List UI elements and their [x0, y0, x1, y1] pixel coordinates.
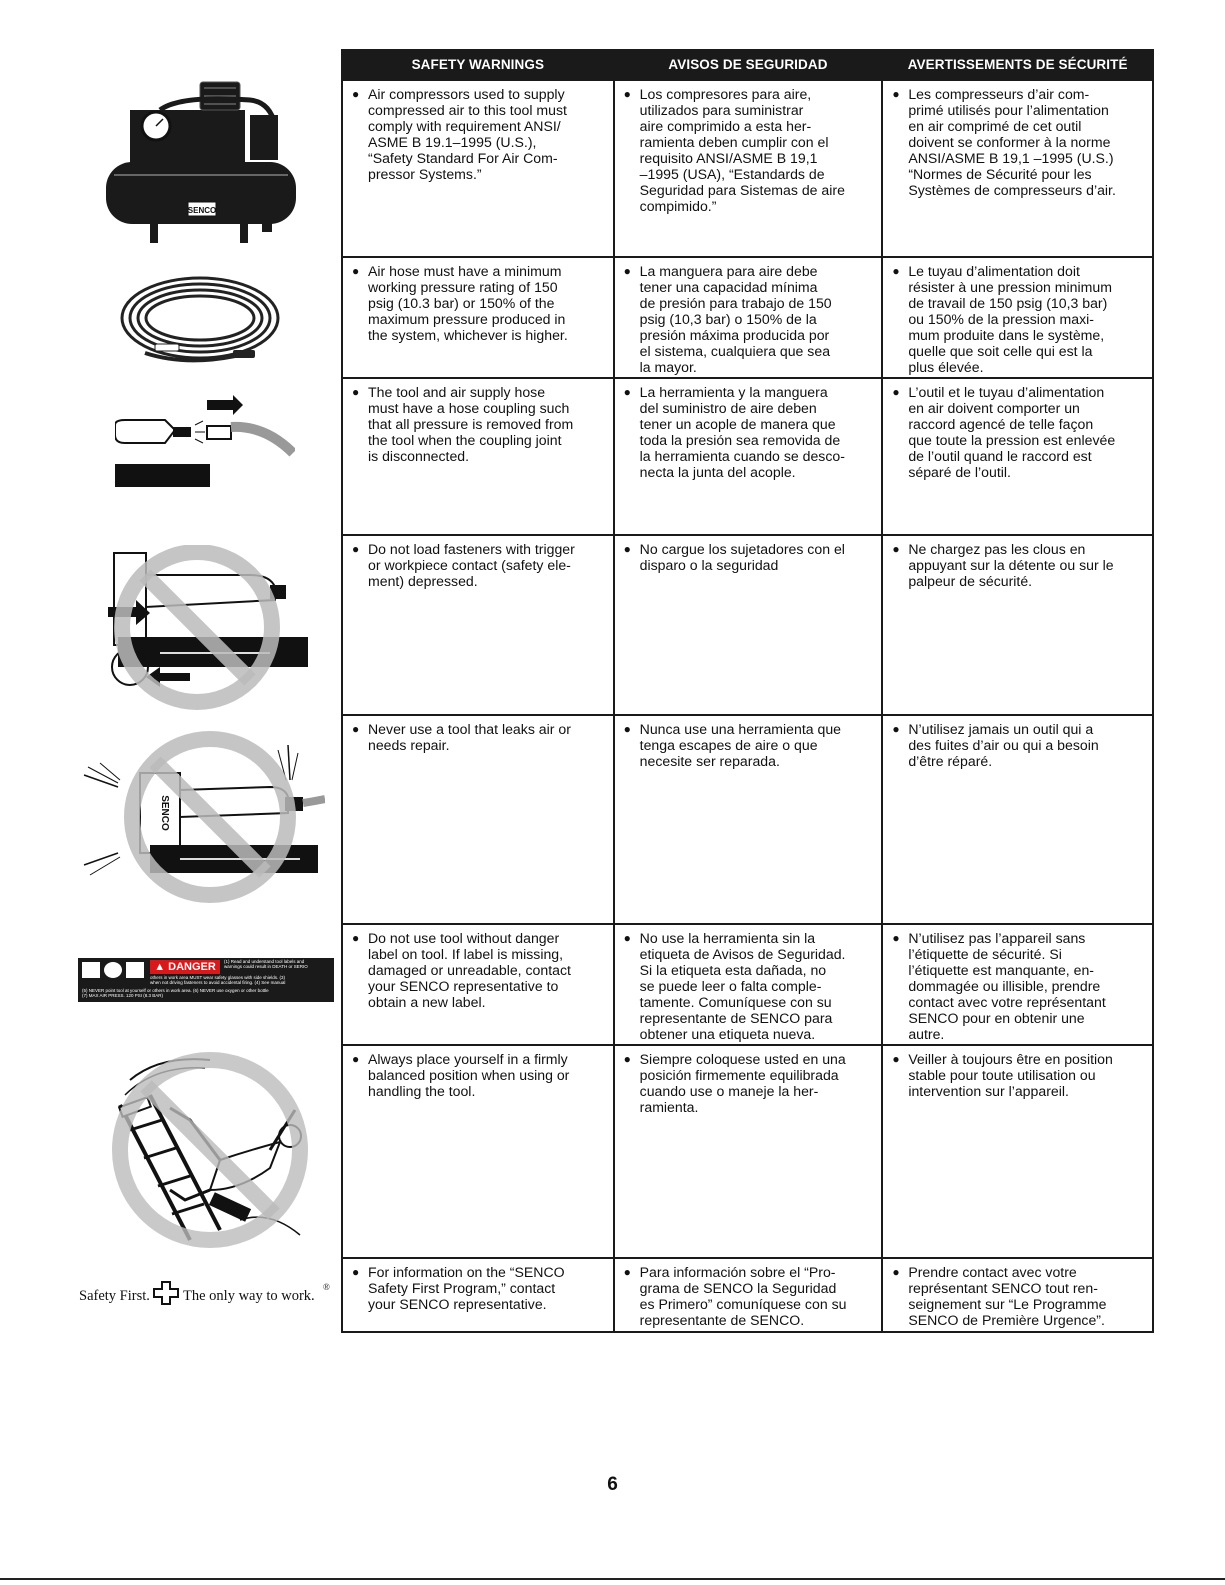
unbalanced-position-illustration — [100, 1050, 315, 1250]
compressor-brand-label: SENCO — [187, 206, 217, 215]
danger-label-text-5: (5) NEVER point tool at yourself or others in work area. (6) NEVER use oxygen or other bottle — [82, 988, 269, 993]
bullet: ● — [623, 264, 631, 278]
page-number: 6 — [607, 1474, 618, 1495]
cell-english — [342, 924, 614, 1045]
cell-french — [882, 1258, 1153, 1332]
danger-label-text-6: (7) MAX AIR PRESS. 120 PSI (8.3 BAR) — [82, 993, 164, 998]
safety-first-logo — [79, 1280, 339, 1310]
cell-english — [342, 1258, 614, 1332]
warning-text: Do not use tool without danger label on tool. If label is missing, damaged or unreadable, contact your SENCO representative to obtain a new label. — [368, 930, 571, 1010]
warning-text: La herramienta y la manguera del suministro de aire deben tener un acople de manera que toda la presión sea removida de la herramienta cuando se desco- necta la junta del acople. — [639, 384, 845, 480]
warning-text: Veiller à toujours être en position stable pour toute utilisation ou intervention sur l’appareil. — [908, 1051, 1113, 1099]
bullet: ● — [352, 1265, 360, 1279]
illustrations-column — [0, 0, 340, 1400]
cell-spanish — [614, 378, 883, 535]
bullet: ● — [352, 931, 360, 945]
table-row — [342, 715, 1153, 924]
cell-spanish — [614, 715, 883, 924]
cell-english — [342, 257, 614, 378]
bullet: ● — [892, 542, 900, 556]
air-hose-coil-illustration — [115, 268, 285, 378]
bullet: ● — [623, 385, 631, 399]
header-french: AVERTISSEMENTS DE SÉCURITÉ — [882, 49, 1153, 80]
cell-french — [882, 257, 1153, 378]
cell-english — [342, 378, 614, 535]
warning-text: No cargue los sujetadores con el disparo o la seguridad — [639, 541, 845, 573]
danger-label-image: ▲ DANGER (1) Read and understand tool labels and warnings could result in DEATH or SERIO others in work area MUST wear safety glasses with side shields. (3) when not driving fasteners to avoid accidental firing. (4) See manual (5) NEVER point tool at yourself or others in work area. (6) NEVER use oxygen or other bottle (7) MAX AIR PRESS. 120 PSI (8.3 BAR) — [78, 958, 334, 1002]
header-english: SAFETY WARNINGS — [342, 49, 614, 80]
warning-text: Le tuyau d’alimentation doit résister à une pression minimum de travail de 150 psig (10,3 bar) ou 150% de la pression maxi- mum produite dans le système, quelle que soit celle qui est la plus élevée. — [908, 263, 1112, 375]
bullet: ● — [352, 542, 360, 556]
danger-label-title: DANGER — [168, 961, 216, 973]
danger-label-text-3: others in work area MUST wear safety glasses with side shields. (3) — [150, 975, 285, 980]
table-row — [342, 80, 1153, 257]
bullet: ● — [623, 722, 631, 736]
hose-coupling-illustration — [115, 395, 295, 490]
warning-text: Do not load fasteners with trigger or workpiece contact (safety ele- ment) depressed. — [368, 541, 575, 589]
warning-text: L’outil et le tuyau d’alimentation en air doivent comporter un raccord agencé de telle façon que toute la pression est enlevée de l’outil quand le raccord est séparé de l’outil. — [908, 384, 1116, 480]
cell-spanish — [614, 1045, 883, 1258]
cell-spanish — [614, 80, 883, 257]
safety-warnings-table — [341, 49, 1154, 1333]
cell-french — [882, 535, 1153, 715]
bullet: ● — [352, 264, 360, 278]
warning-text: Never use a tool that leaks air or needs repair. — [368, 721, 571, 753]
cell-french — [882, 924, 1153, 1045]
logo-text-safety-first: Safety First. — [79, 1288, 150, 1304]
nailer-brand-label: SENCO — [159, 795, 170, 831]
do-not-load-fasteners-illustration — [100, 545, 310, 715]
warning-text: For information on the “SENCO Safety First Program,” contact your SENCO representative. — [368, 1264, 565, 1312]
warning-text: Always place yourself in a firmly balanced position when using or handling the tool. — [368, 1051, 570, 1099]
header-spanish: AVISOS DE SEGURIDAD — [614, 49, 883, 80]
bullet: ● — [352, 722, 360, 736]
warning-text: Ne chargez pas les clous en appuyant sur la détente ou sur le palpeur de sécurité. — [908, 541, 1114, 589]
cell-french — [882, 1045, 1153, 1258]
warning-text: Siempre coloquese usted en una posición firmemente equilibrada cuando use o maneje la her- ramienta. — [639, 1051, 846, 1115]
bullet: ● — [623, 1265, 631, 1279]
cell-spanish — [614, 257, 883, 378]
danger-label-text-1: (1) Read and understand tool labels and — [224, 959, 305, 964]
table-row — [342, 1045, 1153, 1258]
table-row — [342, 924, 1153, 1045]
cell-french — [882, 80, 1153, 257]
danger-label-text-4: when not driving fasteners to avoid accidental firing. (4) See manual — [150, 980, 286, 985]
cell-spanish — [614, 1258, 883, 1332]
bullet: ● — [352, 1052, 360, 1066]
warning-text: N’utilisez jamais un outil qui a des fuites d’air ou qui a besoin d’être réparé. — [908, 721, 1099, 769]
cell-spanish — [614, 535, 883, 715]
bullet: ● — [892, 385, 900, 399]
leaking-tool-illustration — [80, 725, 325, 910]
warning-text: La manguera para aire debe tener una capacidad mínima de presión para trabajo de 150 psig (10,3 bar) o 150% de la presión máxima producida por el sistema, cualquiera que sea la mayor. — [639, 263, 832, 375]
warning-text: Prendre contact avec votre représentant SENCO tout ren- seignement sur “Le Programme SENCO de Première Urgence”. — [908, 1264, 1107, 1328]
cell-english — [342, 80, 614, 257]
bullet: ● — [623, 931, 631, 945]
cell-english — [342, 1045, 614, 1258]
registered-mark: ® — [323, 1282, 330, 1292]
warning-text: Air hose must have a minimum working pressure rating of 150 psig (10.3 bar) or 150% of the maximum pressure produced in the system, whichever is higher. — [368, 263, 568, 343]
bullet: ● — [892, 87, 900, 101]
warning-text: The tool and air supply hose must have a hose coupling such that all pressure is removed from the tool when the coupling joint is disconnected. — [368, 384, 574, 464]
table-row — [342, 257, 1153, 378]
bullet: ● — [623, 87, 631, 101]
bullet: ● — [892, 264, 900, 278]
bullet: ● — [892, 1265, 900, 1279]
bullet: ● — [352, 87, 360, 101]
bullet: ● — [892, 722, 900, 736]
cell-english — [342, 535, 614, 715]
bullet: ● — [892, 931, 900, 945]
table-row — [342, 535, 1153, 715]
bullet: ● — [623, 542, 631, 556]
warning-text: Les compresseurs d’air com- primé utilisés pour l’alimentation en air comprimé de cet outil doivent se conformer à la norme ANSI/ASME B 19,1 –1995 (U.S.) “Normes de Sécurité pour les Systèmes de compresseurs d’air. — [908, 86, 1116, 198]
warning-text: Para información sobre el “Pro- grama de SENCO la Seguridad es Primero” comuníquese con su representante de SENCO. — [639, 1264, 847, 1328]
warning-text: Air compressors used to supply compressed air to this tool must comply with requirement ANSI/ ASME B 19.1–1995 (U.S.), “Safety Standard For Air Com- pressor Systems.” — [368, 86, 567, 182]
logo-text-only-way: The only way to work. — [183, 1288, 315, 1304]
cell-french — [882, 715, 1153, 924]
bottom-rule — [0, 1578, 1225, 1580]
bullet: ● — [352, 385, 360, 399]
bullet: ● — [892, 1052, 900, 1066]
table-header-row — [342, 49, 1153, 80]
cross-icon — [152, 1280, 180, 1306]
air-compressor-illustration — [100, 80, 300, 250]
bullet: ● — [623, 1052, 631, 1066]
warning-text: Nunca use una herramienta que tenga escapes de aire o que necesite ser reparada. — [639, 721, 842, 769]
table-row — [342, 1258, 1153, 1332]
warning-text: No use la herramienta sin la etiqueta de Avisos de Seguridad. Si la etiqueta esta dañada, no se puede leer o falta comple- tamente. Comuníquese con su representante de SENCO para obtener una etiqueta nueva. — [639, 930, 846, 1042]
warning-text: Los compresores para aire, utilizados para suministrar aire comprimido a esta her- ramienta deben cumplir con el requisito ANSI/ASME B 19,1 –1995 (USA), “Estandards de Seguridad para Sistemas de aire compimido.” — [639, 86, 845, 214]
danger-label-text-2: warnings could result in DEATH or SERIO — [224, 964, 308, 969]
cell-english — [342, 715, 614, 924]
table-row — [342, 378, 1153, 535]
cell-french — [882, 378, 1153, 535]
cell-spanish — [614, 924, 883, 1045]
warning-text: N’utilisez pas l’appareil sans l’étiquette de sécurité. Si l’étiquette est manquante, en- dommagée ou illisible, prendre contact avec votre représentant SENCO pour en obtenir une autre. — [908, 930, 1106, 1042]
